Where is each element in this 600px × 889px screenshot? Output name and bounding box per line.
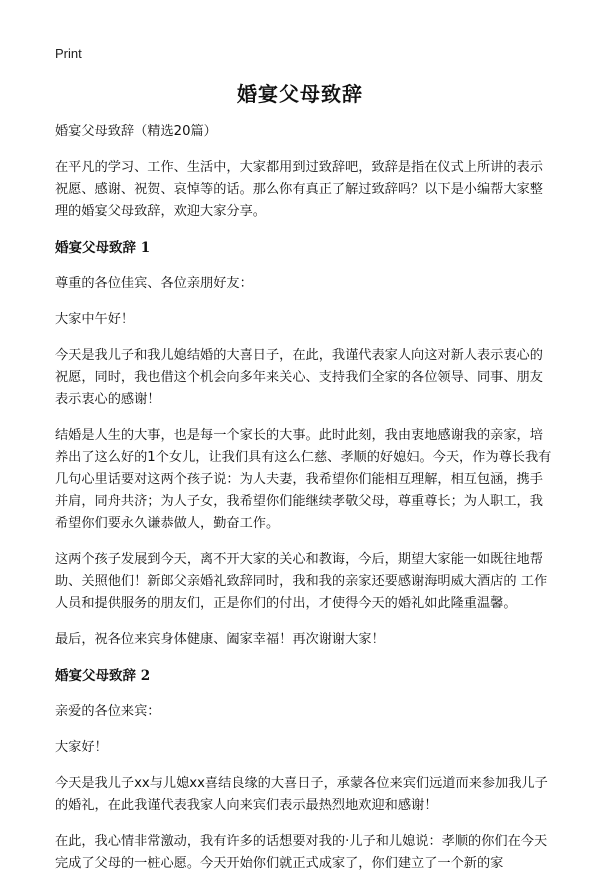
section-paragraph: 最后，祝各位来宾身体健康、阖家幸福！再次谢谢大家！ xyxy=(55,632,385,647)
section-paragraph: 大家中午好！ xyxy=(55,312,135,327)
section-heading: 婚宴父母致辞 1 xyxy=(55,240,151,256)
section-paragraph: 大家好！ xyxy=(55,740,108,755)
section-paragraph: 结婚是人生的大事，也是每一个家长的大事。此时此刻，我由衷地感谢我的亲家，培养出了这么好的1个女儿，让我们具有这么仁慈、孝顺的好媳妇。今天，作为尊长我有几句心里话要对这两个孩子说：为人夫妻，我希望你们能相互理解，相互包涵，携手并肩，同舟共济；为人子女，我希望你们能继续孝敬父母，尊重尊长；为人职工，我希望你们要永久谦恭做人，勤奋工作。 xyxy=(55,428,552,531)
print-link[interactable]: Print xyxy=(55,46,82,61)
section-paragraph: 今天是我儿子和我儿媳结婚的大喜日子，在此，我谨代表家人向这对新人表示衷心的祝愿，同时，我也借这个机会向多年来关心、支持我们全家的各位领导、同事、朋友表示衷心的感谢！ xyxy=(55,348,543,407)
section-paragraph: 今天是我儿子xx与儿媳xx喜结良缘的大喜日子，承蒙各位来宾们远道而来参加我儿子的婚礼，在此我谨代表我家人向来宾们表示最热烈地欢迎和感谢！ xyxy=(55,776,548,813)
section-heading: 婚宴父母致辞 2 xyxy=(55,668,151,684)
section-paragraph: 这两个孩子发展到今天，离不开大家的关心和教诲，今后，期望大家能一如既往地帮助、关照他们！新郎父亲婚礼致辞同时，我和我的亲家还要感谢海明威大酒店的 工作人员和提供服务的朋友们，正是你们的付出，才使得今天的婚礼如此隆重温馨。 xyxy=(55,552,548,611)
section-paragraph: 在此，我心情非常激动，我有许多的话想要对我的·儿子和儿媳说：孝顺的你们在今天完成了父母的一桩心愿。今天开始你们就正式成家了，你们建立了一个新的家 xyxy=(55,834,548,871)
page-title: 婚宴父母致辞 xyxy=(237,82,363,106)
intro-paragraph: 在平凡的学习、工作、生活中，大家都用到过致辞吧，致辞是指在仪式上所讲的表示祝愿、感谢、祝贺、哀悼等的话。那么你有真正了解过致辞吗？以下是小编帮大家整理的婚宴父母致辞，欢迎大家分享。 xyxy=(55,160,543,219)
section-paragraph: 亲爱的各位来宾： xyxy=(55,704,161,719)
document-subtitle: 婚宴父母致辞（精选20篇） xyxy=(55,124,217,139)
document-body xyxy=(55,121,555,889)
section-paragraph: 尊重的各位佳宾、各位亲朋好友： xyxy=(55,276,253,291)
